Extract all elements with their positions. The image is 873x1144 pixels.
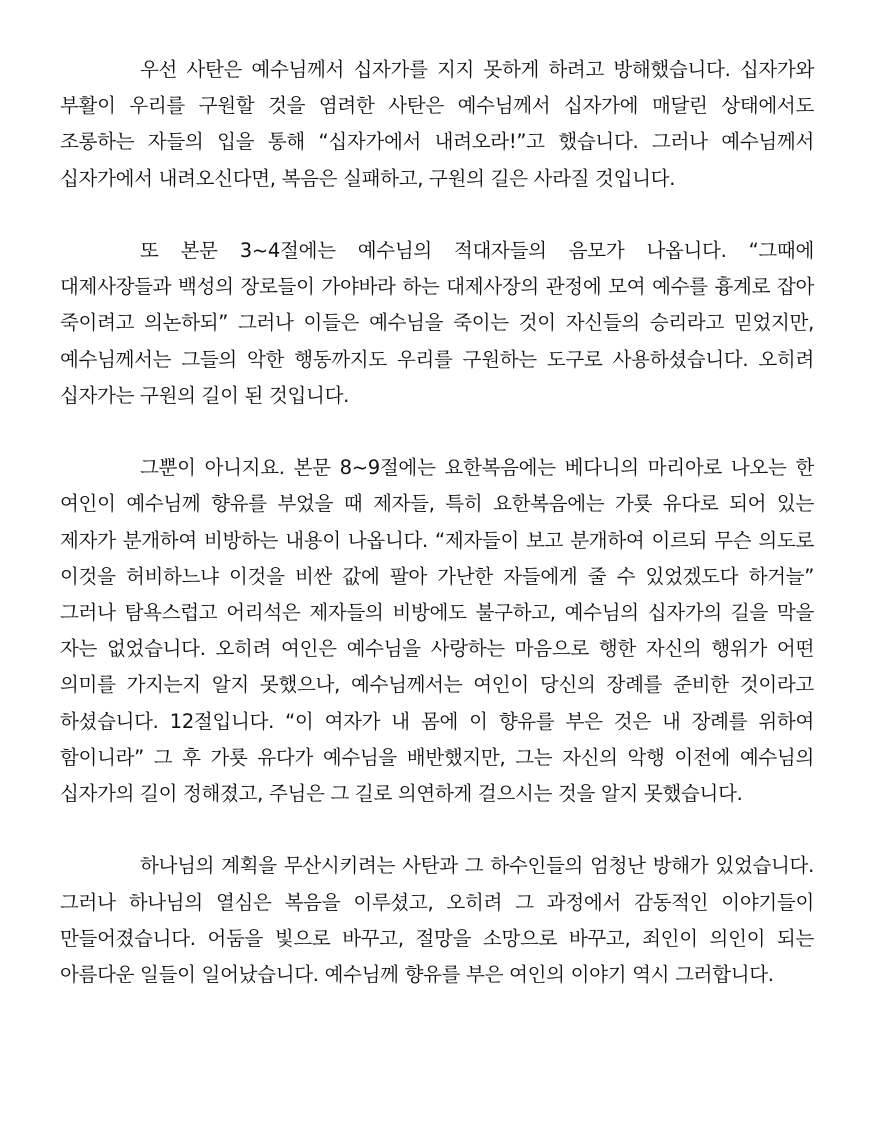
paragraph-4: 하나님의 계획을 무산시키려는 사탄과 그 하수인들의 엄청난 방해가 있었습니다. 그러나 하나님의 열심은 복음을 이루셨고, 오히려 그 과정에서 감동적인 이야기들이 만들어졌습니다. 어둠을 빛으로 바꾸고, 절망을 소망으로 바꾸고, 죄인이 의인이 되는 아름다운 일들이 일어났습니다. 예수님께 향유를 부은 여인의 이야기 역시 그러합니다. <box>60 854 814 987</box>
paragraph-1: 우선 사탄은 예수님께서 십자가를 지지 못하게 하려고 방해했습니다. 십자가와 부활이 우리를 구원할 것을 염려한 사탄은 예수님께서 십자가에 매달린 상태에서도 조롱하는 자들의 입을 통해 “십자가에서 내려오라!”고 했습니다. 그러나 예수님께서 십자가에서 내려오신다면, 복음은 실패하고, 구원의 길은 사라질 것입니다. <box>60 58 814 190</box>
document-page <box>60 52 814 993</box>
paragraph-2: 또 본문 3~4절에는 예수님의 적대자들의 음모가 나옵니다. “그때에 대제사장들과 백성의 장로들이 가야바라 하는 대제사장의 관정에 모여 예수를 흉계로 잡아 죽이려고 의논하되” 그러나 이들은 예수님을 죽이는 것이 자신들의 승리라고 믿었지만, 예수님께서는 그들의 악한 행동까지도 우리를 구원하는 도구로 사용하셨습니다. 오히려 십자가는 구원의 길이 된 것입니다. <box>60 239 814 407</box>
paragraph-3: 그뿐이 아니지요. 본문 8~9절에는 요한복음에는 베다니의 마리아로 나오는 한 여인이 예수님께 향유를 부었을 때 제자들, 특히 요한복음에는 가룟 유다로 되어 있는 제자가 분개하여 비방하는 내용이 나옵니다. “제자들이 보고 분개하여 이르되 무슨 의도로 이것을 허비하느냐 이것을 비싼 값에 팔아 가난한 자들에게 줄 수 있었겠도다 하거늘” 그러나 탐욕스럽고 어리석은 제자들의 비방에도 불구하고, 예수님의 십자가의 길을 막을 자는 없었습니다. 오히려 여인은 예수님을 사랑하는 마음으로 행한 자신의 행위가 어떤 의미를 가지는지 알지 못했으나, 예수님께서는 여인이 당신의 장례를 준비한 것이라고 하셨습니다. 12절입니다. “이 여자가 내 몸에 이 향유를 부은 것은 내 장례를 위하여 함이니라” 그 후 가룟 유다가 예수님을 배반했지만, 그는 자신의 악행 이전에 예수님의 십자가의 길이 정해졌고, 주님은 그 길로 의연하게 걸으시는 것을 알지 못했습니다. <box>60 456 814 806</box>
